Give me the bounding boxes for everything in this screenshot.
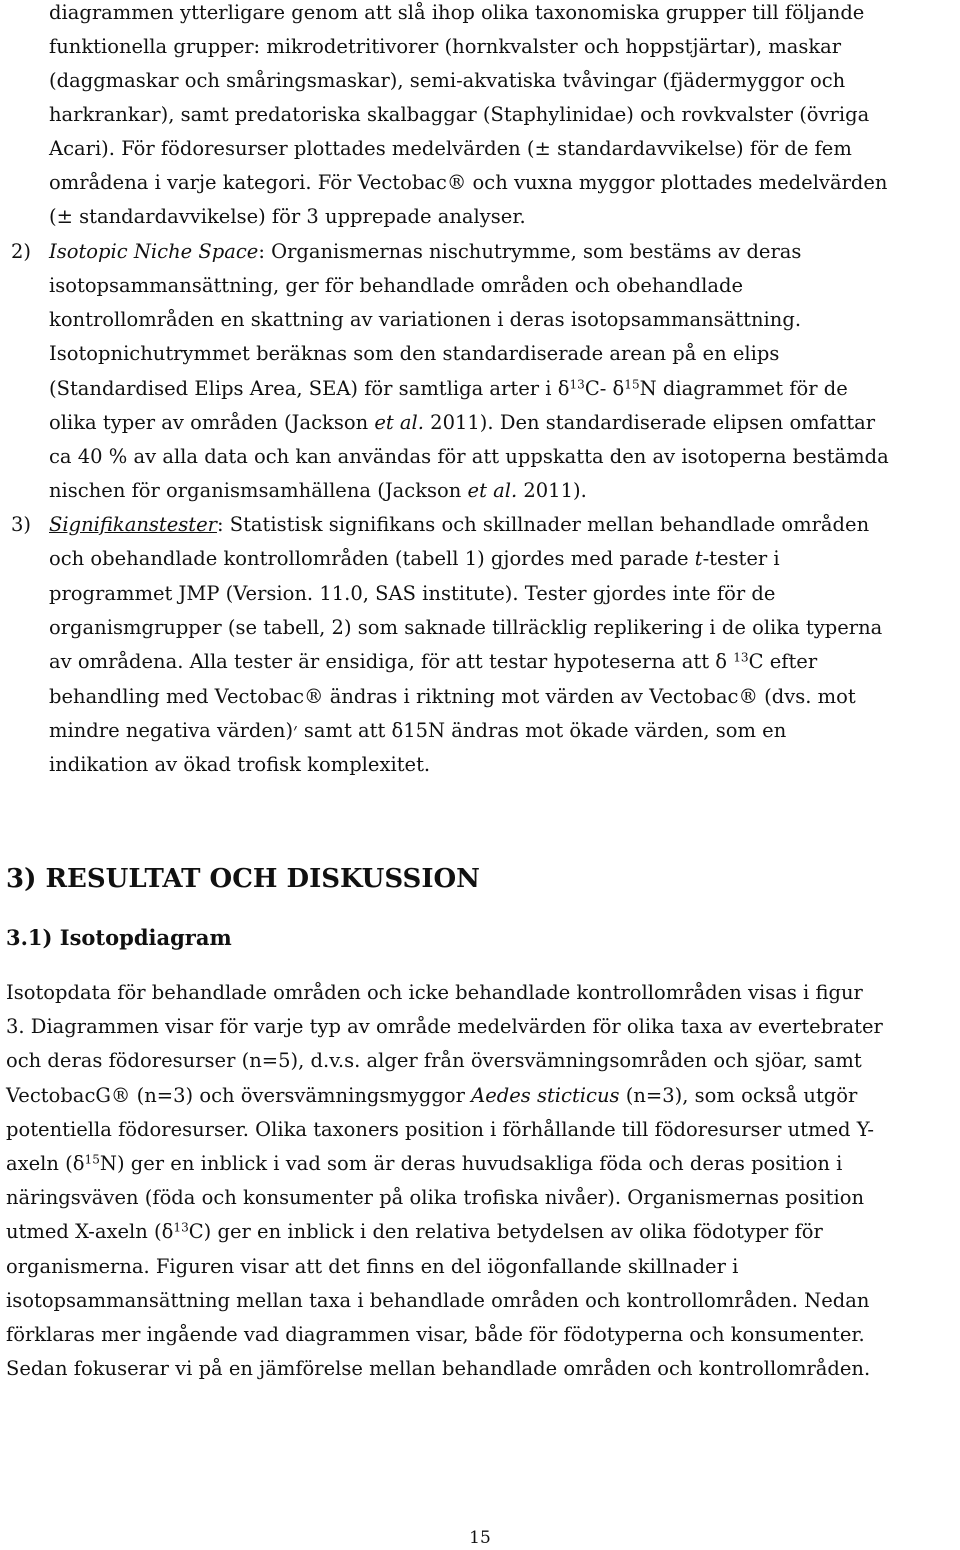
text-line: näringsväven (föda och konsumenter på olika trofiska nivåer). Organismernas position	[6, 1186, 865, 1209]
text-span: (n=3), som också utgör	[619, 1084, 858, 1107]
text-span: N diagrammet för de	[639, 377, 848, 400]
list-number: 2)	[11, 240, 32, 263]
text-span: : Statistisk signifikans och skillnader mellan behandlade områden	[216, 513, 870, 536]
text-line: harkrankar), samt predatoriska skalbaggar (Staphylinidae) och rovkvalster (övriga	[49, 103, 870, 126]
sea-line	[49, 376, 848, 402]
delta-line	[49, 649, 817, 675]
text-span: 2011). Den standardiserade elipsen omfattar	[423, 411, 876, 434]
text-line: kontrollområden en skattning av variationen i deras isotopsammansättning.	[49, 308, 802, 331]
yaxis-line	[6, 1151, 842, 1177]
superscript: 15	[624, 377, 640, 392]
xaxis-line	[6, 1219, 823, 1245]
superscript: 13	[733, 650, 749, 665]
term-signifikanstester: Signifikanstester	[49, 513, 217, 536]
text-line: Sedan fokuserar vi på en jämförelse mellan behandlade områden och kontrollområden.	[6, 1357, 871, 1380]
text-span: C- δ	[584, 377, 625, 400]
text-span: (Standardised Elips Area, SEA) för samtliga arter i δ	[49, 377, 570, 400]
text-line: funktionella grupper: mikrodetritivorer (hornkvalster och hoppstjärtar), maskar	[49, 35, 842, 58]
aedes-line	[6, 1083, 857, 1109]
subsection-heading: 3.1) Isotopdiagram	[6, 925, 232, 950]
text-span: VectobacG® (n=3) och översvämningsmyggor	[6, 1084, 472, 1107]
text-line: Acari). För födoresurser plottades medelvärden (± standardavvikelse) för de fem	[49, 137, 852, 160]
item2-first-line	[49, 239, 801, 265]
text-line: behandling med Vectobac® ändras i riktning mot värden av Vectobac® (dvs. mot	[49, 685, 856, 708]
text-line: programmet JMP (Version. 11.0, SAS institute). Tester gjordes inte för de	[49, 582, 776, 605]
item3-first-line	[49, 512, 869, 538]
term-isotopic-niche-space: Isotopic Niche Space	[49, 240, 259, 263]
text-line: organismgrupper (se tabell, 2) som saknade tillräcklig replikering i de olika typerna	[49, 616, 883, 639]
ttest-line	[49, 546, 780, 572]
text-span: C efter	[748, 650, 818, 673]
text-span: : Organismernas nischutrymme, som bestäms av deras	[258, 240, 802, 263]
text-span: N) ger en inblick i vad som är deras huvudsakliga föda och deras position i	[99, 1152, 843, 1175]
text-span: nischen för organismsamhällena (Jackson	[49, 479, 468, 502]
section-heading: 3) RESULTAT OCH DISKUSSION	[6, 864, 480, 894]
text-line: ca 40 % av alla data och kan användas för att uppskatta den av isotoperna bestämda	[49, 445, 889, 468]
text-span: -tester i	[702, 547, 780, 570]
text-line: diagrammen ytterligare genom att slå ihop olika taxonomiska grupper till följande	[49, 1, 865, 24]
text-line: potentiella födoresurser. Olika taxoners position i förhållande till födoresurser utmed Y-	[6, 1118, 875, 1141]
text-line: Isotopnichutrymmet beräknas som den standardiserade arean på en elips	[49, 342, 780, 365]
text-span: av områdena. Alla tester är ensidiga, för att testar hypoteserna att δ	[49, 650, 734, 673]
text-line: isotopsammansättning mellan taxa i behandlade områden och kontrollområden. Nedan	[6, 1289, 870, 1312]
et-al: et al.	[374, 411, 424, 434]
text-span: axeln (δ	[6, 1152, 85, 1175]
text-line: 3. Diagrammen visar för varje typ av område medelvärden för olika taxa av evertebrater	[6, 1015, 883, 1038]
text-span: och obehandlade kontrollområden (tabell 1) gjordes med parade	[49, 547, 695, 570]
text-line: isotopsammansättning, ger för behandlade områden och obehandlade	[49, 274, 743, 297]
jackson-line	[49, 410, 875, 436]
text-span: 2011).	[517, 479, 587, 502]
text-line: organismerna. Figuren visar att det finns en del iögonfallande skillnader i	[6, 1255, 739, 1278]
t-italic: t	[694, 547, 703, 570]
text-span: utmed X-axeln (δ	[6, 1220, 174, 1243]
superscript: 13	[569, 377, 585, 392]
page-number: 15	[469, 1528, 491, 1548]
superscript: 13	[173, 1220, 189, 1235]
text-line: (daggmaskar och småringsmaskar), semi-akvatiska tvåvingar (fjädermyggor och	[49, 69, 846, 92]
text-span: C) ger en inblick i den relativa betydelsen av olika födotyper för	[188, 1220, 823, 1243]
text-line: områdena i varje kategori. För Vectobac® och vuxna myggor plottades medelvärden	[49, 171, 888, 194]
text-line: indikation av ökad trofisk komplexitet.	[49, 753, 431, 776]
text-line: förklaras mer ingående vad diagrammen visar, både för födotyperna och konsumenter.	[6, 1323, 865, 1346]
list-number: 3)	[11, 513, 32, 536]
et-al: et al.	[467, 479, 518, 502]
species-name: Aedes sticticus	[471, 1084, 620, 1107]
text-line: Isotopdata för behandlade områden och icke behandlade kontrollområden visas i figur	[6, 981, 863, 1004]
text-line: (± standardavvikelse) för 3 upprepade analyser.	[49, 205, 526, 228]
text-line: och deras födoresurser (n=5), d.v.s. alger från översvämningsområden och sjöar, samt	[6, 1049, 862, 1072]
text-span: olika typer av områden (Jackson	[49, 411, 375, 434]
text-line: mindre negativa värden)׳ samt att δ15N ändras mot ökade värden, som en	[49, 719, 787, 742]
jackson-line	[49, 478, 587, 504]
superscript: 15	[84, 1152, 100, 1167]
